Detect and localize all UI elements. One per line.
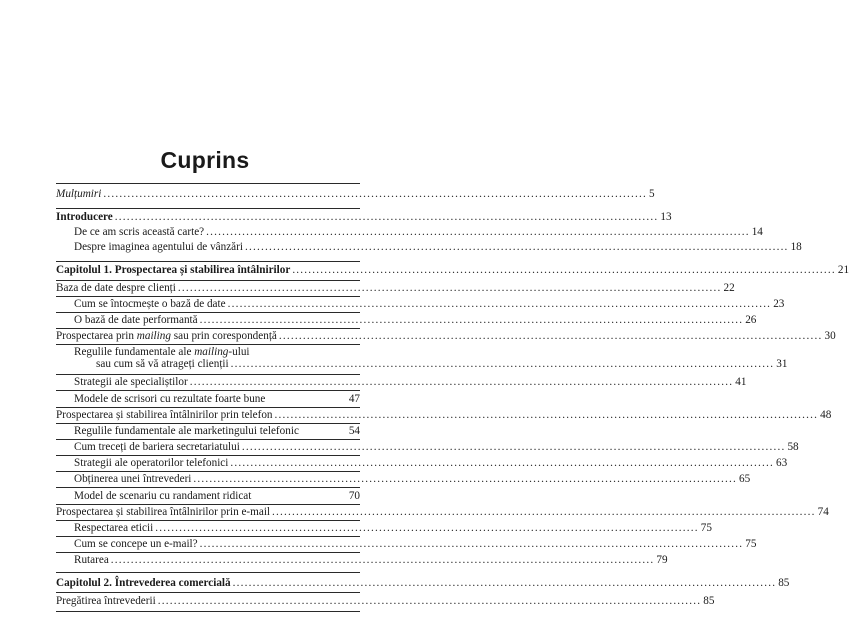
leader-dots: ........................................................................................................................................	[157, 595, 702, 607]
entry-page: 75	[745, 538, 757, 550]
entry-page: 79	[656, 554, 668, 566]
separator-line	[56, 183, 360, 184]
entry-title: Pregătirea întrevederii	[56, 595, 156, 607]
leader-dots: ........................................................................................................................................	[193, 473, 737, 485]
leader-dots: ........................................................................................................................................	[241, 441, 786, 453]
leader-dots: ........................................................................................................................................	[227, 298, 772, 310]
leader-dots: ........................................................................................................................................	[155, 522, 699, 534]
entry-page: 30	[824, 330, 836, 342]
toc-entry-multumiri	[56, 187, 655, 202]
entry-title-part: -ului	[228, 346, 250, 358]
entry-page: 70	[348, 490, 360, 502]
toc-entry-modele-scrisori	[74, 392, 360, 407]
leader-dots: ........................................................................................................................................	[230, 457, 774, 469]
entry-title: De ce am scris această carte?	[74, 226, 205, 238]
leader-dots: ........................................................................................................................................	[177, 282, 722, 294]
entry-page: 85	[703, 595, 715, 607]
entry-page: 74	[817, 506, 829, 518]
leader-dots: ........................................................................................................................................	[206, 226, 750, 238]
leader-dots: ........................................................................................................................................	[103, 188, 647, 200]
entry-page: 26	[745, 314, 757, 326]
entry-page: 22	[723, 282, 735, 294]
entry-title: Obținerea unei întrevederi	[74, 473, 192, 485]
toc-entry-despre-imaginea	[74, 240, 802, 255]
entry-title: Modele de scrisori cu rezultate foarte bune	[74, 393, 266, 405]
entry-title: Despre imaginea agentului de vânzări	[74, 241, 243, 253]
leader-dots: ........................................................................................................................................	[114, 211, 659, 223]
entry-title: Cum se concepe un e-mail?	[74, 538, 198, 550]
entry-page: 63	[775, 457, 788, 469]
entry-page: 18	[790, 241, 802, 253]
entry-page: 5	[648, 188, 655, 200]
entry-title-italic: mailing	[136, 330, 171, 342]
toc-entry-introducere	[56, 210, 672, 225]
separator-line	[56, 572, 360, 573]
entry-page: 41	[735, 376, 747, 388]
leader-dots: ........................................................................................................................................	[230, 358, 775, 370]
entry-title: Introducere	[56, 211, 113, 223]
leader-dots: ........................................................................................................................................	[292, 264, 836, 276]
toc-entry-obtinerea	[74, 472, 751, 487]
toc-entry-de-ce	[74, 225, 763, 240]
entry-page: 54	[348, 425, 360, 437]
leader-dots: ........................................................................................................................................	[199, 538, 744, 550]
toc-entry-cum-email	[74, 537, 757, 552]
leader-dots: ........................................................................................................................................	[232, 577, 777, 589]
entry-title: Baza de date despre clienți	[56, 282, 176, 294]
toc-entry-cap2	[56, 576, 790, 591]
toc-entry-regulile-marketing	[74, 424, 360, 439]
toc-entry-respectarea	[74, 521, 712, 536]
toc-entry-prospectarea-mailing	[56, 329, 836, 344]
entry-title-part: Regulile fundamentale ale	[74, 346, 195, 358]
entry-title: Strategii ale specialiștilor	[74, 376, 188, 388]
toc-entry-bariera	[74, 440, 799, 455]
entry-page: 58	[787, 441, 799, 453]
separator-line	[56, 592, 360, 593]
entry-title: Strategii ale operatorilor telefonici	[74, 457, 229, 469]
leader-dots: ........................................................................................................................................	[189, 376, 734, 388]
leader-dots: ........................................................................................................................................	[199, 314, 744, 326]
entry-title-part: sau prin corespondență	[170, 330, 277, 342]
entry-title: Capitolul 1. Prospectarea și stabilirea întâlnirilor	[56, 264, 291, 276]
entry-page: 75	[700, 522, 712, 534]
entry-page: 23	[773, 298, 785, 310]
leader-dots: ........................................................................................................................................	[272, 506, 816, 518]
separator-line	[56, 208, 360, 209]
entry-title: sau cum să vă atrageți clienții	[96, 358, 229, 370]
entry-page: 85	[778, 577, 790, 589]
leader-dots: ........................................................................................................................................	[274, 409, 819, 421]
toc-entry-prospectarea-email	[56, 505, 829, 520]
entry-title: O bază de date performantă	[74, 314, 198, 326]
entry-page: 65	[739, 473, 751, 485]
entry-page: 31	[776, 358, 788, 370]
entry-page: 14	[751, 226, 763, 238]
toc-entry-rutarea	[74, 553, 668, 568]
toc-entry-model-scenariu	[74, 489, 360, 504]
entry-title: Cum treceți de bariera secretariatului	[74, 441, 240, 453]
entry-title: Mulțumiri	[56, 188, 102, 200]
entry-title: Prospectarea și stabilirea întâlnirilor prin telefon	[56, 409, 273, 421]
entry-page: 13	[660, 211, 672, 223]
separator-line	[56, 611, 360, 612]
entry-page: 21	[837, 264, 849, 276]
entry-title	[56, 329, 277, 344]
toc-entry-baza-date	[56, 281, 735, 296]
separator-line	[56, 390, 360, 391]
toc-entry-strategii-operatori	[74, 456, 788, 471]
entry-title-italic: mailing	[194, 346, 229, 358]
entry-title: Respectarea eticii	[74, 522, 154, 534]
entry-title: Prospectarea și stabilirea întâlnirilor prin e-mail	[56, 506, 271, 518]
leader-dots: ........................................................................................................................................	[110, 554, 655, 566]
toc-entry-strategii-specialisti	[74, 375, 747, 390]
toc-entry-cap1	[56, 263, 849, 278]
separator-line	[56, 487, 360, 488]
entry-page: 48	[820, 409, 832, 421]
entry-title: Regulile fundamentale ale marketingului telefonic	[74, 425, 299, 437]
toc-entry-pregatirea	[56, 594, 715, 609]
toc-entry-prospectarea-telefon	[56, 408, 832, 423]
toc-entry-cum-se-intocmeste	[74, 297, 785, 312]
entry-page: 47	[348, 393, 360, 405]
separator-line	[56, 261, 360, 262]
entry-title: Capitolul 2. Întrevederea comercială	[56, 577, 231, 589]
entry-title-part: Prospectarea prin	[56, 330, 137, 342]
entry-title: Rutarea	[74, 554, 109, 566]
leader-dots: ........................................................................................................................................	[244, 241, 789, 253]
entry-title: Model de scenariu cu randament ridicat	[74, 490, 252, 502]
entry-title: Cum se întocmește o bază de date	[74, 298, 226, 310]
page-title: Cuprins	[160, 147, 250, 173]
toc-entry-regulile-mailing-cont	[96, 357, 788, 372]
toc-entry-baza-performanta	[74, 313, 757, 328]
leader-dots: ........................................................................................................................................	[278, 330, 823, 342]
